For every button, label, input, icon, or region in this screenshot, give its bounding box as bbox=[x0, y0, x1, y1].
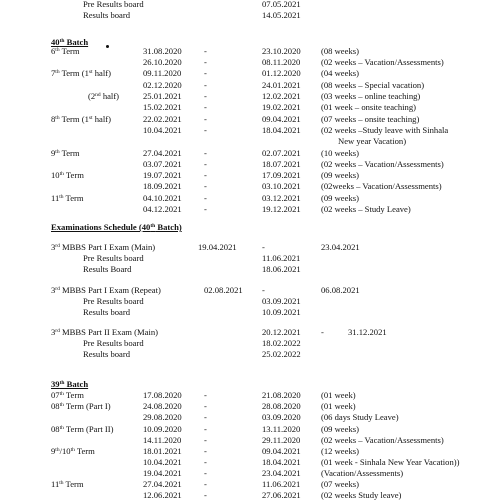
batch39-note: (12 weeks) bbox=[321, 446, 359, 456]
batch39-dash: - bbox=[204, 401, 207, 411]
batch40-dash: - bbox=[204, 193, 207, 203]
batch39-to: 23.04.2021 bbox=[262, 468, 301, 478]
batch40-note-continued: New year Vacation) bbox=[338, 136, 407, 146]
batch40-from: 31.08.2020 bbox=[143, 46, 182, 56]
batch40-note: (09 weeks) bbox=[321, 170, 359, 180]
batch39-from: 18.01.2021 bbox=[143, 446, 182, 456]
batch40-from: 09.11.2020 bbox=[143, 68, 182, 78]
exam-results-label: Results Board bbox=[83, 264, 132, 274]
exam-title: 3rd MBBS Part II Exam (Main) bbox=[51, 327, 158, 337]
batch39-note: (07 weeks) bbox=[321, 479, 359, 489]
batch40-to: 23.10.2020 bbox=[262, 46, 301, 56]
batch39-to: 18.04.2021 bbox=[262, 457, 301, 467]
batch40-term: 9th Term bbox=[51, 148, 80, 158]
batch39-dash: - bbox=[204, 490, 207, 500]
batch39-from: 24.08.2020 bbox=[143, 401, 182, 411]
batch40-to: 09.04.2021 bbox=[262, 114, 301, 124]
batch39-to: 28.08.2020 bbox=[262, 401, 301, 411]
batch40-note: (02 weeks – Vacation/Assessments) bbox=[321, 159, 444, 169]
batch39-note: (06 days Study Leave) bbox=[321, 412, 399, 422]
batch40-to: 18.04.2021 bbox=[262, 125, 301, 135]
batch39-term: 9th/10th Term bbox=[51, 446, 95, 456]
batch40-term: 7th Term (1st half) bbox=[51, 68, 111, 78]
batch40-term: 11th Term bbox=[51, 193, 84, 203]
batch40-note: (07 weeks – onsite teaching) bbox=[321, 114, 420, 124]
stray-dot bbox=[106, 45, 109, 48]
batch40-note: (02 weeks – Study Leave) bbox=[321, 204, 411, 214]
batch40-to: 08.11.2020 bbox=[262, 57, 301, 67]
batch40-note: (02 weeks – Vacation/Assessments) bbox=[321, 57, 444, 67]
batch40-to: 19.02.2021 bbox=[262, 102, 301, 112]
exam-pre-results-date: 03.09.2021 bbox=[262, 296, 301, 306]
exam-pre-results-date: 18.02.2022 bbox=[262, 338, 301, 348]
batch40-dash: - bbox=[204, 68, 207, 78]
exam-dash: - bbox=[262, 285, 265, 295]
exam-title: 3rd MBBS Part I Exam (Repeat) bbox=[51, 285, 161, 295]
top-pre-results-label: Pre Results board bbox=[83, 0, 144, 9]
batch40-term: 10th Term bbox=[51, 170, 84, 180]
batch39-dash: - bbox=[204, 435, 207, 445]
batch40-from: 03.07.2021 bbox=[143, 159, 182, 169]
batch40-to: 02.07.2021 bbox=[262, 148, 301, 158]
batch39-from: 10.04.2021 bbox=[143, 457, 182, 467]
batch39-note: (02 weeks Study leave) bbox=[321, 490, 402, 500]
batch40-to: 01.12.2020 bbox=[262, 68, 301, 78]
batch40-to: 03.12.2021 bbox=[262, 193, 301, 203]
batch40-note: (10 weeks) bbox=[321, 148, 359, 158]
batch40-note: (04 weeks) bbox=[321, 68, 359, 78]
batch40-dash: - bbox=[204, 114, 207, 124]
batch40-note: (02weeks – Vacation/Assessments) bbox=[321, 181, 442, 191]
batch39-note: (Vacation/Assessments) bbox=[321, 468, 404, 478]
batch39-dash: - bbox=[204, 468, 207, 478]
batch40-from: 19.07.2021 bbox=[143, 170, 182, 180]
batch40-dash: - bbox=[204, 102, 207, 112]
batch40-from: 27.04.2021 bbox=[143, 148, 182, 158]
batch39-from: 10.09.2020 bbox=[143, 424, 182, 434]
batch39-to: 09.04.2021 bbox=[262, 446, 301, 456]
batch39-from: 17.08.2020 bbox=[143, 390, 182, 400]
batch39-from: 12.06.2021 bbox=[143, 490, 182, 500]
exam-pre-results-date: 11.06.2021 bbox=[262, 253, 301, 263]
batch40-from: 04.10.2021 bbox=[143, 193, 182, 203]
batch40-to: 19.12.2021 bbox=[262, 204, 301, 214]
batch39-note: (01 week) bbox=[321, 401, 356, 411]
batch40-dash: - bbox=[204, 91, 207, 101]
batch40-term: (2nd half) bbox=[88, 91, 120, 101]
batch39-term: 08th Term (Part II) bbox=[51, 424, 114, 434]
exam-to: 06.08.2021 bbox=[321, 285, 360, 295]
batch40-note: (03 weeks – online teaching) bbox=[321, 91, 421, 101]
batch40-to: 18.07.2021 bbox=[262, 159, 301, 169]
exam-dash: - bbox=[321, 327, 324, 337]
batch40-note: (02 weeks –Study leave with Sinhala bbox=[321, 125, 449, 135]
batch40-from: 18.09.2021 bbox=[143, 181, 182, 191]
batch40-dash: - bbox=[204, 181, 207, 191]
batch40-heading: 40th Batch bbox=[51, 37, 89, 47]
batch39-term: 08th Term (Part I) bbox=[51, 401, 111, 411]
batch40-term: 6th Term bbox=[51, 46, 80, 56]
batch39-to: 13.11.2020 bbox=[262, 424, 301, 434]
batch40-note: (01 week – onsite teaching) bbox=[321, 102, 416, 112]
exam-pre-results-label: Pre Results board bbox=[83, 296, 144, 306]
exam-pre-results-label: Pre Results board bbox=[83, 338, 144, 348]
batch39-dash: - bbox=[204, 390, 207, 400]
batch40-dash: - bbox=[204, 46, 207, 56]
exam-results-date: 10.09.2021 bbox=[262, 307, 301, 317]
batch40-dash: - bbox=[204, 57, 207, 67]
top-pre-results-date: 07.05.2021 bbox=[262, 0, 301, 9]
batch40-from: 02.12.2020 bbox=[143, 80, 182, 90]
batch40-dash: - bbox=[204, 125, 207, 135]
exam-to: 31.12.2021 bbox=[348, 327, 387, 337]
batch40-from: 15.02.2021 bbox=[143, 102, 182, 112]
batch40-dash: - bbox=[204, 80, 207, 90]
batch40-to: 12.02.2021 bbox=[262, 91, 301, 101]
batch40-to: 17.09.2021 bbox=[262, 170, 301, 180]
batch40-note: (09 weeks) bbox=[321, 193, 359, 203]
batch39-note: (01 week - Sinhala New Year Vacation)) bbox=[321, 457, 460, 467]
batch39-term: 07th Term bbox=[51, 390, 84, 400]
batch40-dash: - bbox=[204, 170, 207, 180]
exam-results-date: 18.06.2021 bbox=[262, 264, 301, 274]
batch39-to: 03.09.2020 bbox=[262, 412, 301, 422]
batch40-from: 26.10.2020 bbox=[143, 57, 182, 67]
batch39-to: 11.06.2021 bbox=[262, 479, 301, 489]
batch39-from: 14.11.2020 bbox=[143, 435, 182, 445]
exam-from: 19.04.2021 bbox=[198, 242, 237, 252]
batch39-from: 27.04.2021 bbox=[143, 479, 182, 489]
batch40-to: 24.01.2021 bbox=[262, 80, 301, 90]
batch40-term: 8th Term (1st half) bbox=[51, 114, 111, 124]
batch39-to: 29.11.2020 bbox=[262, 435, 301, 445]
exam-from: 02.08.2021 bbox=[204, 285, 243, 295]
batch39-dash: - bbox=[204, 446, 207, 456]
batch40-from: 22.02.2021 bbox=[143, 114, 182, 124]
exam-results-label: Results board bbox=[83, 349, 131, 359]
exam-from: 20.12.2021 bbox=[262, 327, 301, 337]
batch39-term: 11th Term bbox=[51, 479, 84, 489]
batch39-to: 21.08.2020 bbox=[262, 390, 301, 400]
batch39-note: (01 week) bbox=[321, 390, 356, 400]
batch39-from: 19.04.2021 bbox=[143, 468, 182, 478]
exam-dash: - bbox=[262, 242, 265, 252]
top-results-date: 14.05.2021 bbox=[262, 10, 301, 20]
batch39-dash: - bbox=[204, 457, 207, 467]
exam-to: 23.04.2021 bbox=[321, 242, 360, 252]
exam-pre-results-label: Pre Results board bbox=[83, 253, 144, 263]
batch39-dash: - bbox=[204, 412, 207, 422]
batch40-from: 25.01.2021 bbox=[143, 91, 182, 101]
exam-results-date: 25.02.2022 bbox=[262, 349, 301, 359]
batch40-dash: - bbox=[204, 159, 207, 169]
batch40-note: (08 weeks) bbox=[321, 46, 359, 56]
batch40-from: 10.04.2021 bbox=[143, 125, 182, 135]
batch39-note: (02 weeks – Vacation/Assessments) bbox=[321, 435, 444, 445]
batch40-note: (08 weeks – Special vacation) bbox=[321, 80, 425, 90]
batch40-to: 03.10.2021 bbox=[262, 181, 301, 191]
top-results-label: Results board bbox=[83, 10, 131, 20]
batch40-from: 04.12.2021 bbox=[143, 204, 182, 214]
batch39-note: (09 weeks) bbox=[321, 424, 359, 434]
exam-results-label: Results board bbox=[83, 307, 131, 317]
batch40-dash: - bbox=[204, 204, 207, 214]
batch40-dash: - bbox=[204, 148, 207, 158]
batch39-dash: - bbox=[204, 479, 207, 489]
exams-heading: Examinations Schedule (40th Batch) bbox=[51, 222, 182, 232]
exam-title: 3rd MBBS Part I Exam (Main) bbox=[51, 242, 156, 252]
batch39-dash: - bbox=[204, 424, 207, 434]
batch39-to: 27.06.2021 bbox=[262, 490, 301, 500]
batch39-from: 29.08.2020 bbox=[143, 412, 182, 422]
batch39-heading: 39th Batch bbox=[51, 379, 89, 389]
